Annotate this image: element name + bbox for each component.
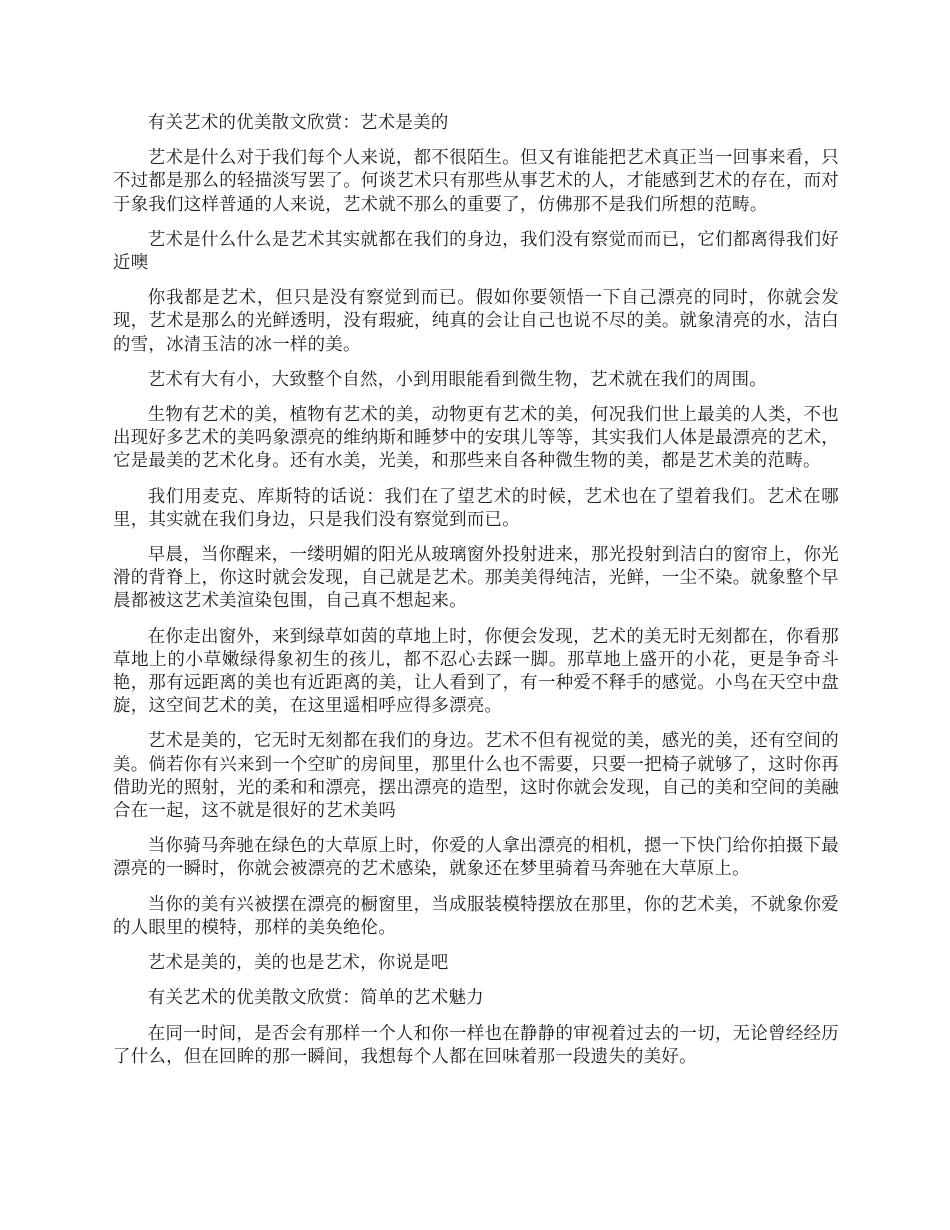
paragraph: 艺术是美的，美的也是艺术，你说是吧 <box>147 953 449 974</box>
paragraph: 你我都是艺术，但只是没有察觉到而已。假如你要领悟一下自己漂亮的同时，你就会发现，艺术是那么的光鲜透明，没有瑕疵，纯真的会让自己也说不尽的美。就象清亮的水，洁白的雪，冰清玉洁的冰一样的美。 <box>113 288 839 355</box>
paragraph: 艺术是什么什么是艺术其实就都在我们的身边，我们没有察觉而而已，它们都离得我们好近噢 <box>113 229 839 274</box>
paragraph: 早晨，当你醒来，一缕明媚的阳光从玻璃窗外投射进来，那光投射到洁白的窗帘上，你光滑的背脊上，你这时就会发现，自己就是艺术。那美美得纯洁，光鲜，一尘不染。就象整个早晨都被这艺术美渲染包围，自己真不想起来。 <box>113 545 839 612</box>
paragraph: 生物有艺术的美，植物有艺术的美，动物更有艺术的美，何况我们世上最美的人类，不也出现好多艺术的美吗象漂亮的维纳斯和睡梦中的安琪儿等等，其实我们人体是最漂亮的艺术，它是最美的艺术化身。还有水美，光美，和那些来自各种微生物的美，都是艺术美的范畴。 <box>113 405 839 472</box>
paragraph: 在你走出窗外，来到绿草如茵的草地上时，你便会发现，艺术的美无时无刻都在，你看那草地上的小草嫩绿得象初生的孩儿，都不忍心去踩一脚。那草地上盛开的小花，更是争奇斗艳，那有远距离的美也有近距离的美，让人看到了，有一种爱不释手的感觉。小鸟在天空中盘旋，这空间艺术的美，在这里遥相呼应得多漂亮。 <box>113 626 839 717</box>
paragraph: 当你骑马奔驰在绿色的大草原上时，你爱的人拿出漂亮的相机，摁一下快门给你拍摄下最漂亮的一瞬时，你就会被漂亮的艺术感染，就象还在梦里骑着马奔驰在大草原上。 <box>113 836 839 880</box>
section-title: 有关艺术的优美散文欣赏：艺术是美的 <box>147 113 449 133</box>
section-title: 有关艺术的优美散文欣赏：简单的艺术魅力 <box>147 988 484 1009</box>
paragraph: 艺术有大有小，大致整个自然，小到用眼能看到微生物，艺术就在我们的周围。 <box>147 369 767 390</box>
paragraph: 艺术是美的，它无时无刻都在我们的身边。艺术不但有视觉的美，感光的美，还有空间的美。倘若你有兴来到一个空旷的房间里，那里什么也不需要，只要一把椅子就够了，这时你再借助光的照射，光的柔和和漂亮，摆出漂亮的造型，这时你就会发现，自己的美和空间的美融合在一起，这不就是很好的艺术美吗 <box>113 731 839 822</box>
paragraph: 在同一时间，是否会有那样一个人和你一样也在静静的审视着过去的一切，无论曾经经历了什么，但在回眸的那一瞬间，我想每个人都在回味着那一段遗失的美好。 <box>113 1023 839 1067</box>
document-body <box>113 112 839 1081</box>
paragraph: 我们用麦克、库斯特的话说：我们在了望艺术的时候，艺术也在了望着我们。艺术在哪里，其实就在我们身边，只是我们没有察觉到而已。 <box>113 486 839 530</box>
paragraph: 艺术是什么对于我们每个人来说，都不很陌生。但又有谁能把艺术真正当一回事来看，只不过都是那么的轻描淡写罢了。何谈艺术只有那些从事艺术的人，才能感到艺术的存在，而对于象我们这样普通的人来说，艺术就不那么的重要了，仿佛那不是我们所想的范畴。 <box>113 148 839 215</box>
paragraph: 当你的美有兴被摆在漂亮的橱窗里，当成服装模特摆放在那里，你的艺术美，不就象你爱的人眼里的模特，那样的美奂绝伦。 <box>113 894 839 938</box>
